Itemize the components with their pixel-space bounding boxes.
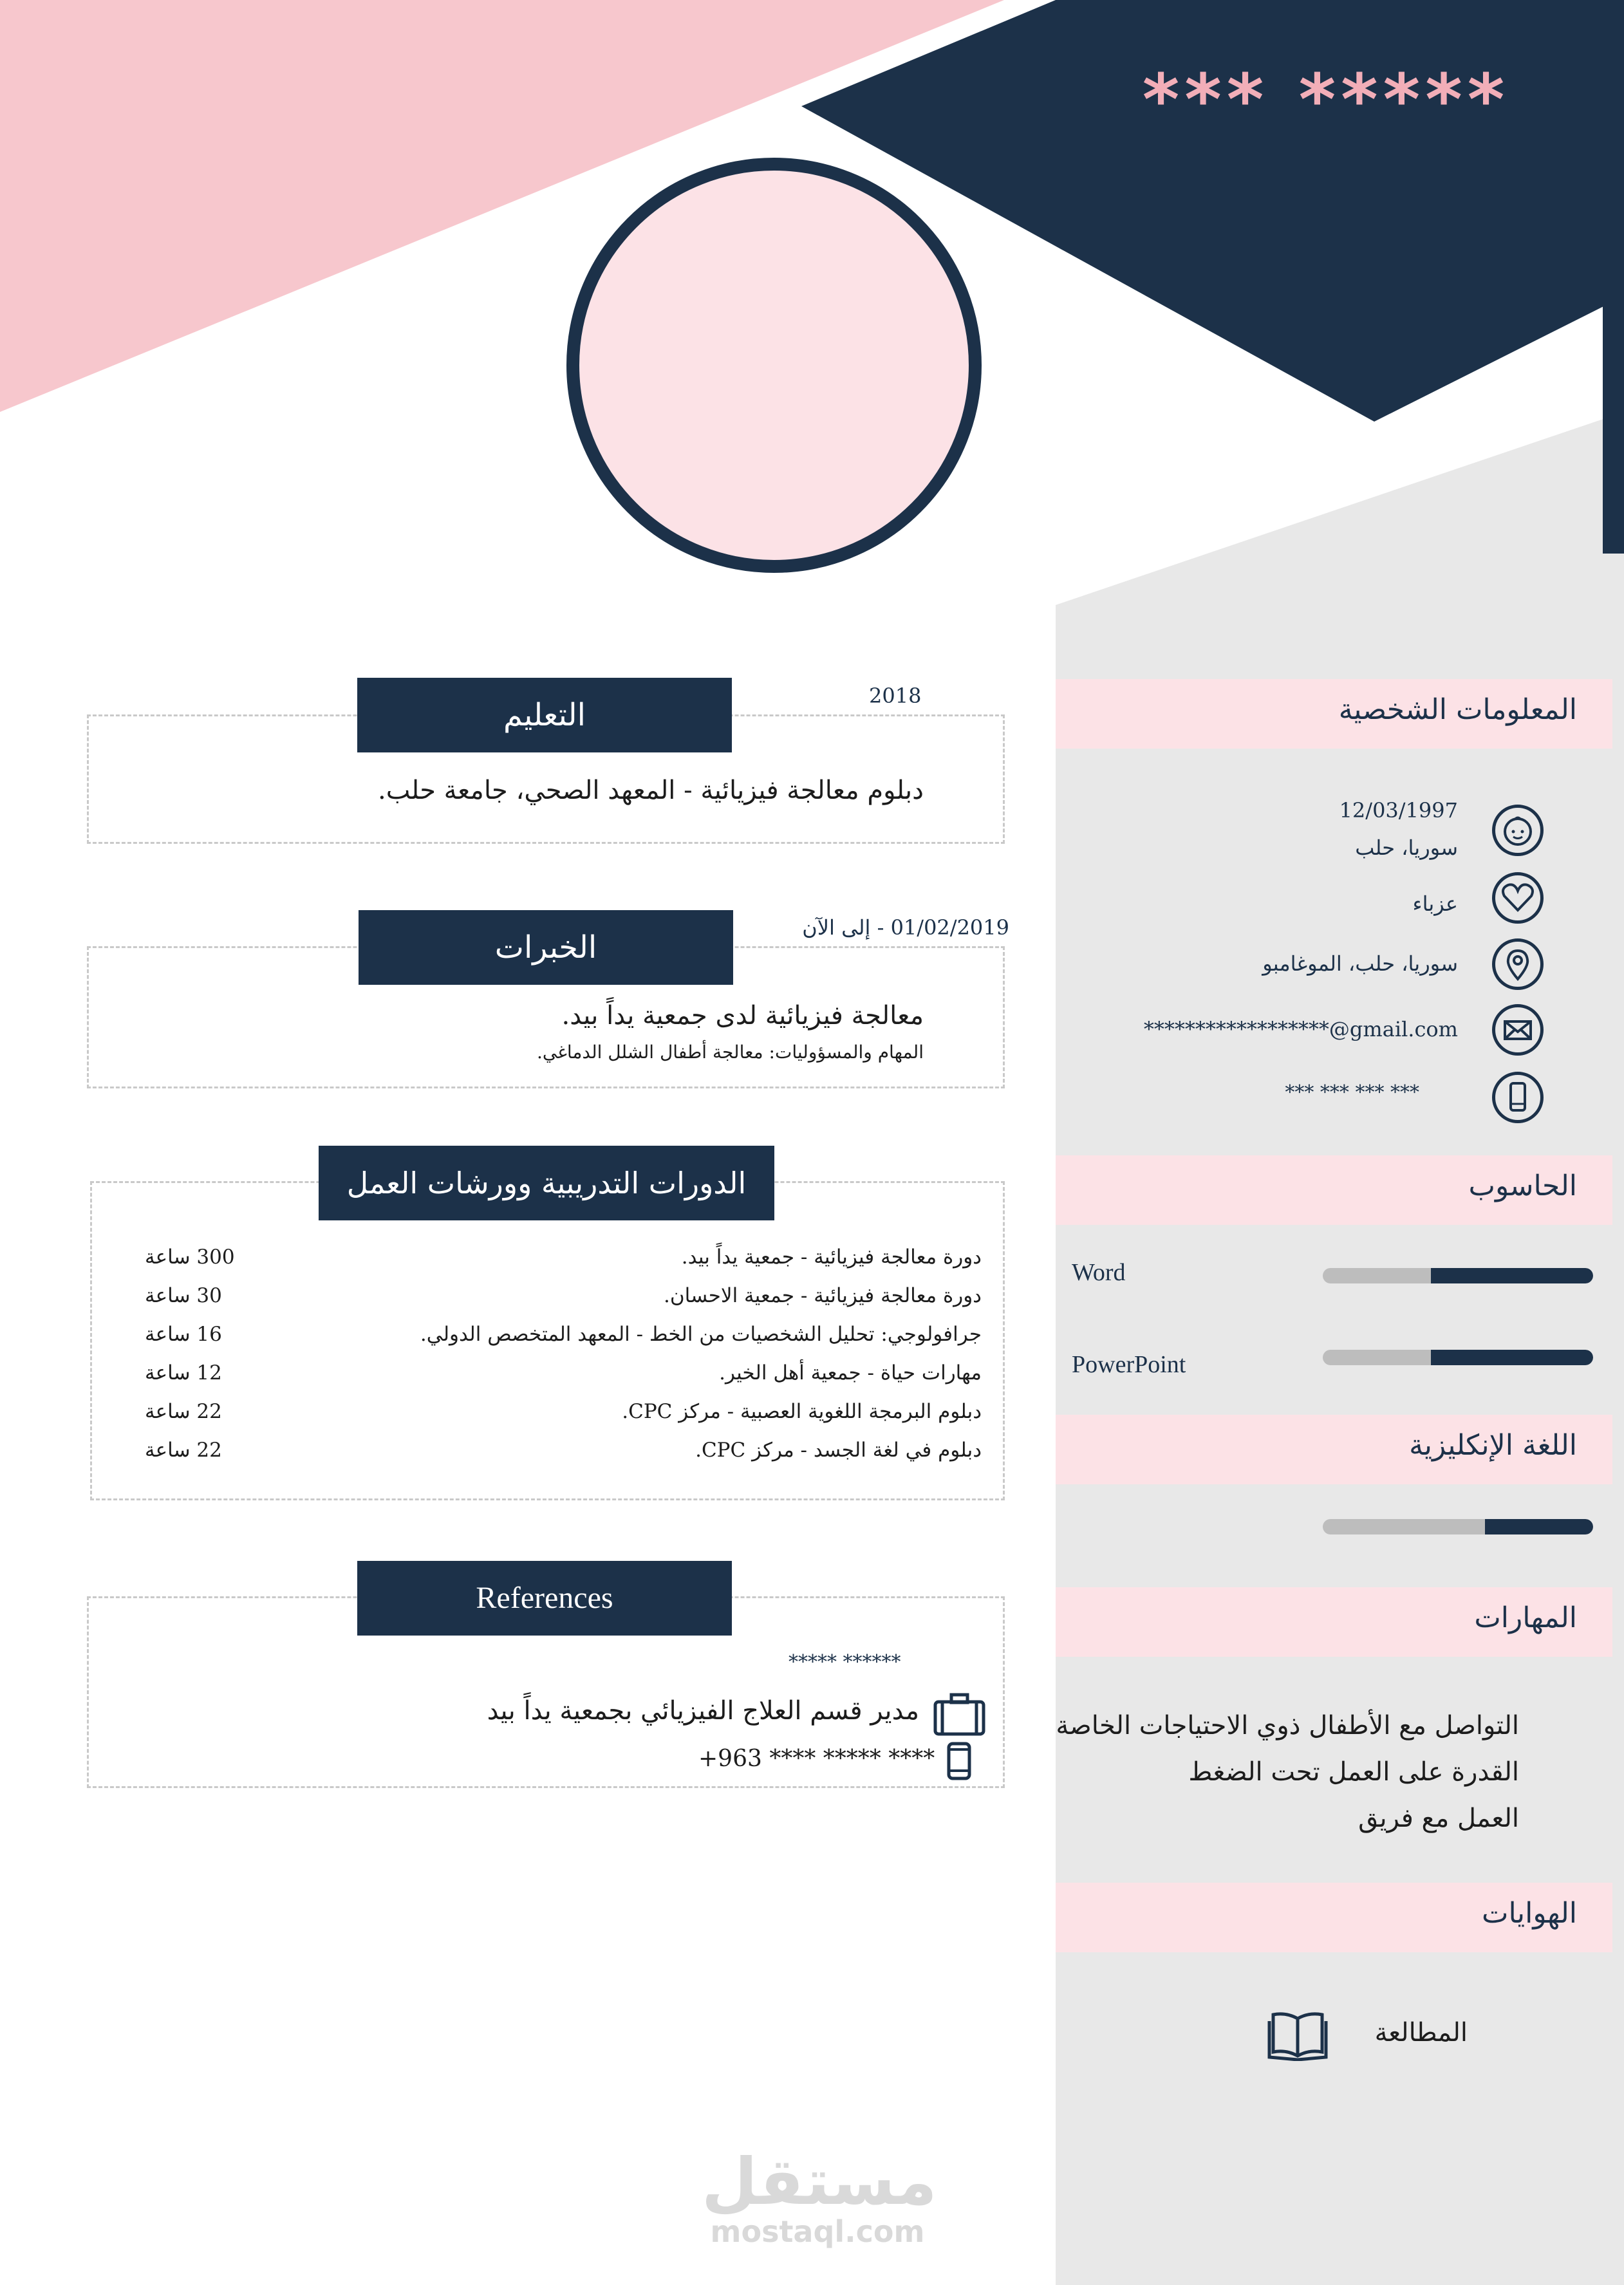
course-hours: 30 ساعة xyxy=(145,1284,222,1307)
course-hours: 300 ساعة xyxy=(145,1245,235,1269)
experience-title xyxy=(359,910,733,985)
navy-edge xyxy=(1603,0,1624,554)
book-icon xyxy=(1267,2007,1329,2061)
course-hours: 22 ساعة xyxy=(145,1400,222,1423)
skills-header xyxy=(1056,1587,1612,1657)
skill-label-word: Word xyxy=(1072,1259,1126,1286)
address: سوريا، حلب، الموغامبو xyxy=(1262,951,1458,976)
references-title-text: References xyxy=(476,1581,613,1615)
phone-icon xyxy=(946,1741,972,1781)
birth-place: سوريا، حلب xyxy=(1355,835,1458,860)
powerpoint-skill-bar xyxy=(1323,1350,1593,1365)
heart-icon xyxy=(1492,872,1544,924)
word-skill-bar xyxy=(1323,1268,1593,1283)
profile-photo-placeholder xyxy=(566,158,982,573)
email: ******************@gmail.com xyxy=(1143,1017,1458,1041)
skills-list xyxy=(1056,1702,1519,1842)
experience-duties: المهام والمسؤوليات: معالجة أطفال الشلل الدماغي. xyxy=(536,1041,924,1063)
experience-title-text: الخبرات xyxy=(494,929,597,965)
course-name: دبلوم البرمجة اللغوية العصبية - مركز CPC. xyxy=(622,1400,982,1423)
course-name: مهارات حياة - جمعية أهل الخير. xyxy=(719,1361,982,1385)
marital-status: عزباء xyxy=(1412,891,1458,916)
mobile-icon xyxy=(1492,1072,1544,1123)
skill-item: التواصل مع الأطفال ذوي الاحتياجات الخاصة xyxy=(1056,1711,1519,1740)
course-name: جرافولوجي: تحليل الشخصيات من الخط - المعهد المتخصص الدولي. xyxy=(420,1323,982,1346)
english-level-fill xyxy=(1485,1519,1593,1534)
course-row xyxy=(145,1245,982,1284)
references-title xyxy=(357,1561,732,1636)
hobby-item: المطالعة xyxy=(1374,2018,1468,2047)
envelope-icon xyxy=(1492,1004,1544,1056)
skills-title: المهارات xyxy=(1474,1601,1577,1634)
briefcase-icon xyxy=(932,1693,987,1738)
education-year: 2018 xyxy=(869,684,922,708)
education-title-text: التعليم xyxy=(503,697,586,733)
english-level-bar xyxy=(1323,1519,1593,1534)
hobbies-title: الهوايات xyxy=(1482,1897,1577,1930)
courses-list xyxy=(145,1245,982,1477)
course-hours: 12 ساعة xyxy=(145,1361,222,1385)
word-skill-fill xyxy=(1431,1268,1593,1283)
course-name: دبلوم في لغة الجسد - مركز CPC. xyxy=(695,1439,982,1462)
english-title: اللغة الإنكليزية xyxy=(1409,1429,1577,1462)
skill-label-powerpoint: PowerPoint xyxy=(1072,1351,1186,1378)
phone-number: *** *** *** *** xyxy=(1285,1081,1419,1104)
computer-title: الحاسوب xyxy=(1468,1170,1577,1202)
computer-header xyxy=(1056,1155,1612,1225)
skill-item: العمل مع فريق xyxy=(1358,1804,1519,1833)
location-pin-icon xyxy=(1492,938,1544,990)
course-row xyxy=(145,1323,982,1361)
education-title xyxy=(357,678,732,752)
candidate-name: *** ***** xyxy=(1142,59,1510,141)
course-hours: 22 ساعة xyxy=(145,1439,222,1462)
watermark-arabic: مستقل xyxy=(702,2144,937,2219)
hobbies-header xyxy=(1056,1883,1612,1952)
experience-date: 01/02/2019 - إلى الآن xyxy=(802,915,1009,940)
courses-title xyxy=(319,1146,774,1220)
reference-phone: +963 **** ***** **** xyxy=(698,1746,935,1772)
experience-text: معالجة فيزيائية لدى جمعية يداً بيد. xyxy=(561,1001,924,1031)
course-row xyxy=(145,1361,982,1400)
reference-name: ***** ****** xyxy=(789,1651,901,1674)
skill-item: القدرة على العمل تحت الضغط xyxy=(1188,1757,1519,1787)
baby-icon xyxy=(1492,805,1544,856)
personal-info-header xyxy=(1056,679,1612,749)
course-hours: 16 ساعة xyxy=(145,1323,222,1346)
course-name: دورة معالجة فيزيائية - جمعية الاحسان. xyxy=(664,1284,982,1307)
course-name: دورة معالجة فيزيائية - جمعية يداً بيد. xyxy=(681,1245,982,1269)
watermark-latin: mostaql.com xyxy=(710,2214,925,2249)
courses-title-text: الدورات التدريبية وورشات العمل xyxy=(346,1166,747,1200)
reference-position: مدير قسم العلاج الفيزيائي بجمعية يداً بيد xyxy=(487,1696,919,1726)
english-header xyxy=(1056,1415,1612,1484)
education-text: دبلوم معالجة فيزيائية - المعهد الصحي، جامعة حلب. xyxy=(378,776,924,805)
birth-date: 12/03/1997 xyxy=(1339,798,1458,823)
personal-info-title: المعلومات الشخصية xyxy=(1338,693,1577,726)
powerpoint-skill-fill xyxy=(1431,1350,1593,1365)
course-row xyxy=(145,1439,982,1477)
course-row xyxy=(145,1400,982,1439)
course-row xyxy=(145,1284,982,1323)
